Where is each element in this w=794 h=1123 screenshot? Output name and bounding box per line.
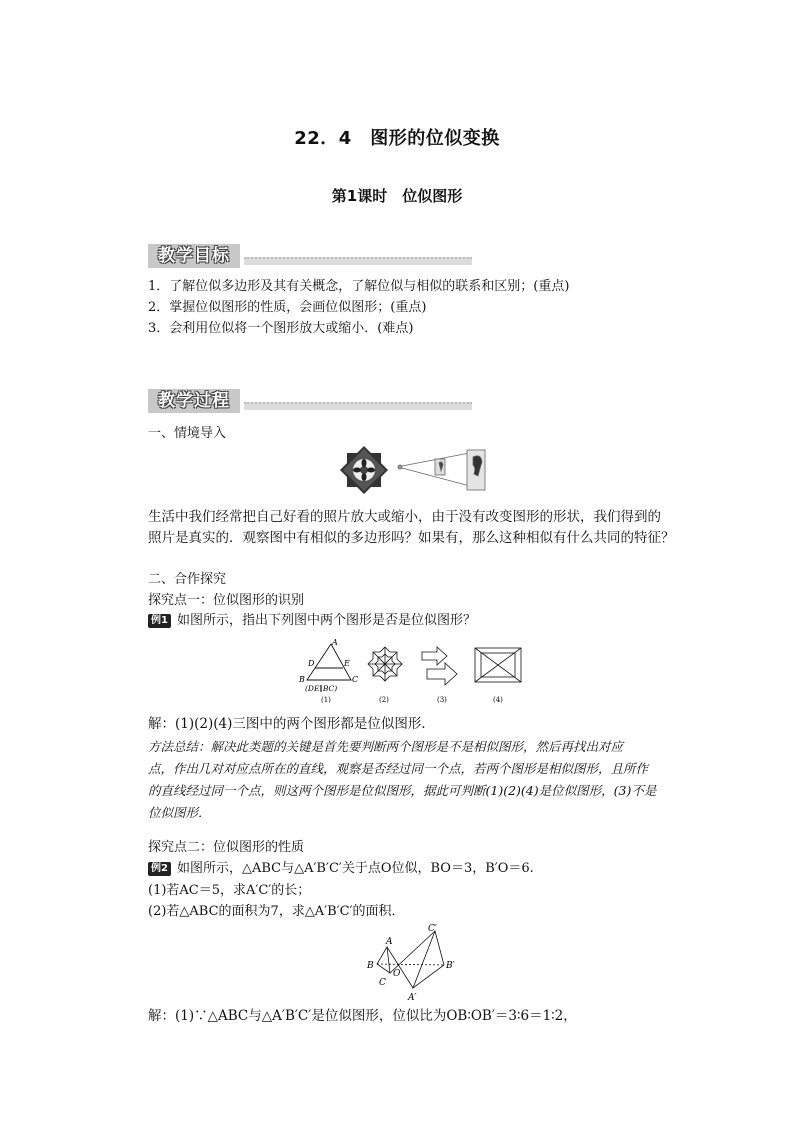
goals-banner <box>148 244 472 268</box>
label-C-prime: C′ <box>428 924 437 934</box>
intro-text: 照片是真实的．观察图中有相似的多边形吗？如果有，那么这种相似有什么共同的特征？ <box>148 530 675 546</box>
label-D: D <box>308 659 315 668</box>
question-1: (1)若AC＝5，求A′C′的长； <box>148 883 311 898</box>
question-2: (2)若△ABC的面积为7，求△A′B′C′的面积． <box>148 904 405 919</box>
figure-rectangles <box>475 648 521 682</box>
banner-dots <box>244 402 472 410</box>
triangle-ABC <box>377 947 390 973</box>
example2-text: 如图所示，△ABC与△A′B′C′关于点O位似，BO＝3，B′O＝6. <box>176 861 534 876</box>
example1-answer: 解：(1)(2)(4)三图中的两个图形都是位似图形． <box>148 716 435 732</box>
process-heading: 教学过程 <box>148 389 240 413</box>
label-A-prime: A′ <box>408 993 417 1003</box>
lesson-subtitle: 第1课时 位似图形 <box>331 187 463 205</box>
label-O: O <box>393 969 401 979</box>
intro-illustration <box>340 445 490 495</box>
label-B: B <box>299 675 305 684</box>
coop-heading: 二、合作探究 <box>148 572 227 587</box>
method-summary: 方法总结：解决此类题的关键是首先要判断两个图形是不是相似图形，然后再找出对应 <box>148 739 624 754</box>
label-C: C <box>379 978 386 988</box>
example1-figures <box>295 636 535 706</box>
caption-2: (2) <box>379 696 389 704</box>
caption-4: (4) <box>493 696 503 704</box>
label-B: B <box>367 961 374 971</box>
example1 <box>148 611 476 631</box>
goal-item: 2．掌握位似图形的性质，会画位似图形；(重点) <box>148 300 427 315</box>
figure-star <box>368 647 402 681</box>
example2-answer: 解：(1)∵△ABC与△A′B′C′是位似图形，位似比为OB∶OB′＝3∶6＝1∶2， <box>148 1008 577 1024</box>
parallel-condition: (DE∥BC) <box>305 684 338 693</box>
goal-item: 3．会利用位似将一个图形放大或缩小．(难点) <box>148 321 414 336</box>
example2-figure <box>362 922 472 1008</box>
triangle-A2B2C2 <box>413 931 444 988</box>
point1-heading: 探究点一：位似图形的识别 <box>148 593 305 608</box>
goal-item: 1．了解位似多边形及其有关概念，了解位似与相似的联系和区别；(重点) <box>148 279 570 294</box>
process-banner <box>148 389 472 413</box>
method-summary: 点，作出几对对应点所在的直线，观察是否经过同一个点，若两个图形是相似图形，且所作 <box>148 761 649 776</box>
example1-text: 如图所示，指出下列图中两个图形是否是位似图形？ <box>176 613 476 628</box>
label-B-prime: B′ <box>446 961 455 971</box>
projector-image <box>398 450 485 490</box>
figure-arrows <box>422 647 457 685</box>
caption-1: (1) <box>321 696 331 704</box>
goals-heading: 教学目标 <box>148 244 240 268</box>
method-summary: 的直线经过同一个点，则这两个图形是位似图形，据此可判断(1)(2)(4)是位似图形，(3)不是 <box>148 783 657 798</box>
label-C: C <box>352 675 359 684</box>
point2-heading: 探究点二：位似图形的性质 <box>148 840 305 855</box>
method-summary: 位似图形． <box>148 805 211 820</box>
label-A: A <box>332 638 338 647</box>
example-tag: 例2 <box>148 862 171 876</box>
label-A: A <box>386 937 393 947</box>
banner-dots <box>244 257 472 265</box>
intro-heading: 一、情境导入 <box>148 426 227 441</box>
example2 <box>148 859 534 879</box>
intro-text: 生活中我们经常把自己好看的照片放大或缩小，由于没有改变图形的形状，我们得到的 <box>148 509 661 525</box>
caption-3: (3) <box>437 696 447 704</box>
label-E: E <box>344 659 350 668</box>
page-title: 22．4 图形的位似变换 <box>294 128 500 149</box>
example-tag: 例1 <box>148 614 171 628</box>
flower-octagon-image <box>340 446 388 494</box>
